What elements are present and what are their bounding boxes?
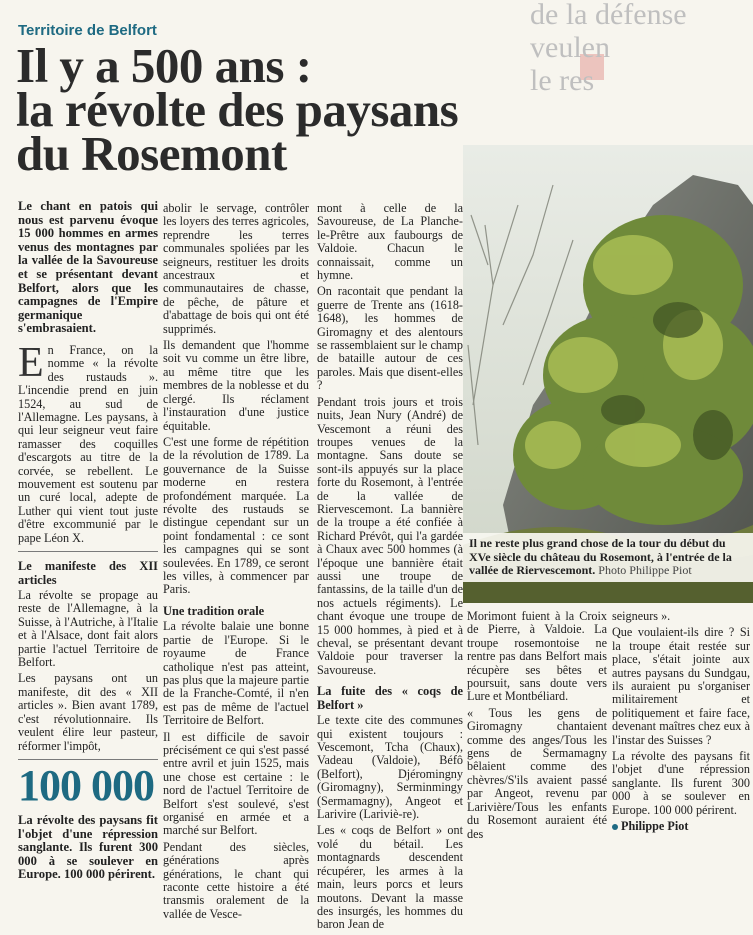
body-paragraph: abolir le servage, contrôler les loyers des terres agricoles, reprendre les terres communales spoliées par les seigneurs, restituer les droits ancestraux et communautaires de chasse, de pêche, de pâture et d'abattage de bois qui ont été supprimés. [163, 201, 309, 336]
body-paragraph: C'est une forme de répétition de la révolution de 1789. La gouvernance de la Suisse moderne en restera profondément marquée. La révolte des rustauds se distingue cependant sur un point fondamental : ce sont les campagnes qui se sont soulevées. En 1789, ce seront les villes, à commencer par Paris. [163, 434, 309, 597]
article-headline [16, 38, 496, 181]
section-divider [18, 551, 158, 552]
body-paragraph: seigneurs ». [612, 609, 671, 623]
subhead-fuite: La fuite des « coqs de Belfort » [317, 684, 463, 712]
bleed-text: de la défense veulen le res [530, 0, 687, 97]
body-paragraph: La révolte des paysans fit l'objet d'une répression sanglante. Ils furent 300 000 à se soulever en Europe. 100 000 périrent. [612, 749, 750, 817]
article-column-1 [18, 200, 158, 890]
body-paragraph: mont à celle de la Savoureuse, de La Planche-le-Prêtre aux faubourgs de Valdoie. Chacun le connaissait, comme un hymne. [317, 201, 463, 283]
body-paragraph: « Tous les gens de Giromagny chantaient comme des anges/Tous les gens de Sermamagny bêlaient comme des chèvres/S'ils avaient passé par Angeot, revenu par Larivière/Tous les enfants du Rosemont auraient été des [467, 705, 607, 841]
article-column-5 [612, 610, 750, 837]
body-paragraph: Ils demandent que l'homme soit vu comme un être libre, au même titre que les membres de la noblesse et du clergé. Ils réclament l'instauration d'une justice équitable. [163, 338, 309, 433]
subhead-tradition: Une tradition orale [163, 603, 265, 618]
body-paragraph: Il est difficile de savoir précisément ce qui s'est passé entre avril et juin 1525, mais une chose est certaine : le nord de l'actuel Territoire de Belfort s'est soulevé, s'est organisé en armée et a marché sur Belfort. [163, 729, 309, 838]
body-paragraph: Pendant trois jours et trois nuits, Jean Nury (André) de Vescemont a réuni des troupes venues de la montagne. Sans doute se sont-ils appuyés sur la place forte du Rosemont, à l'entrée de la vallée de Riervescemont. La bannière de la troupe a été confiée à Richard Prévôt, qui l'a gardée à Chaux avec 500 hommes (à l'époque une bannière était aussi une troupe de fantassins, de la taille d'un de nos actuels régiments). Le chant évoque une troupe de 15 000 hommes, à pied et à cheval, se présentant devant Valdoie pour traverser la Savoureuse. [317, 394, 463, 677]
headline-line-2: la révolte des paysans [16, 82, 459, 137]
body-paragraph: On racontait que pendant la guerre de Trente ans (1618-1648), les hommes de Giromagny et des alentours se rassemblaient sur le champ de bataille autour de ces paroles. Mais que disent-elles ? [317, 284, 463, 393]
article-column-2 [163, 202, 309, 924]
factbox-divider [18, 759, 158, 760]
intro-paragraph: En France, on la nomme « la révolte des rustauds ». L'incendie prend en juin 1524, au sud de l'Allemagne. Les paysans, à qui leur seigneur veut faire ramasser des coquilles d'escargots au titre de la corvée, se rebellent. Le mouvement est soutenu par un curé local, adepte de Luther qui vient tout juste d'être excommunié par le pape Léon X. [18, 339, 158, 545]
signature-bullet-icon [612, 824, 618, 830]
subhead-manifeste: Le manifeste des XII articles [18, 559, 158, 587]
body-paragraph: Pendant des siècles, générations après générations, le chant qui raconte cette histoire a été transmis oralement de la vallée de Vesce- [163, 839, 309, 921]
body-paragraph: Les paysans ont un manifeste, dit des « XII articles ». Bien avant 1789, c'est révolutionnaire. Ils veulent élire leur pasteur, réformer l'impôt, [18, 671, 158, 753]
headline-line-1: Il y a 500 ans : [16, 38, 312, 93]
body-paragraph: Que voulaient-ils dire ? Si la troupe était restée sur place, s'était jointe aux autres paysans du Sundgau, ils auraient pu s'organiser militairement et politiquement et faire face, devenant maîtres chez eux à l'instar des Suisses ? [612, 625, 750, 747]
photo-credit: Photo Philippe Piot [598, 563, 692, 577]
drop-cap: E [18, 339, 44, 386]
article-column-3 [317, 202, 463, 935]
adjacent-page-bleed [500, 0, 753, 150]
body-paragraph: Les « coqs de Belfort » ont volé du bétail. Les montagnards descendent récupérer, les armes à la main, leurs porcs et leurs moutons. Devant la masse des insurgés, les hommes du baron Jean de [317, 823, 463, 932]
author-signature: Philippe Piot [612, 820, 750, 833]
factbox-text: La révolte des paysans fit l'objet d'une répression sanglante. Ils furent 300 000 à se soulever en Europe. 100 000 périrent. [18, 812, 158, 882]
headline-line-3: du Rosemont [16, 126, 287, 181]
caption-text: Il ne reste plus grand chose de la tour du début du XVe siècle du château du Rosemont, à l'entrée de la vallée de Riervescemont. [469, 536, 732, 577]
photo-caption [463, 533, 753, 582]
body-paragraph: La révolte balaie une bonne partie de l'Europe. Si le royaume de France catholique n'est pas atteint, pas plus que la majeure partie de la Franche-Comté, il n'en est pas de même de l'actuel Territoire de Belfort. [163, 619, 309, 728]
body-paragraph: Morimont fuient à la Croix de Pierre, à Valdoie. La troupe rosemontoise ne rentre pas dans Belfort mais récupère ses bêtes et poursuit, sans doute vers Lure et Montbéliard. [467, 609, 607, 704]
article-column-4 [467, 610, 607, 844]
body-paragraph: Le texte cite des communes qui existent toujours : Vescemont, Tcha (Chaux), Vadeau (Valdoie), Béfô (Belfort), Djéromingny (Giromagny), Serminmingy (Sermamagny), Angeot et Larivire (Lariviè-re). [317, 713, 463, 822]
factbox-number: 100 000 [18, 760, 154, 810]
article-lead: Le chant en patois qui nous est parvenu évoque 15 000 hommes en armes venus des montagnes par la vallée de la Savoureuse et se présentant devant Belfort, alors que les campagnes de l'Empire germanique s'embrasaient. [18, 199, 158, 336]
body-paragraph: La révolte se propage au reste de l'Allemagne, à la Suisse, à l'Autriche, à l'Italie et à l'Alsace, dont fait alors partie l'actuel Territoire de Belfort. [18, 588, 158, 670]
article-kicker: Territoire de Belfort [18, 22, 157, 39]
